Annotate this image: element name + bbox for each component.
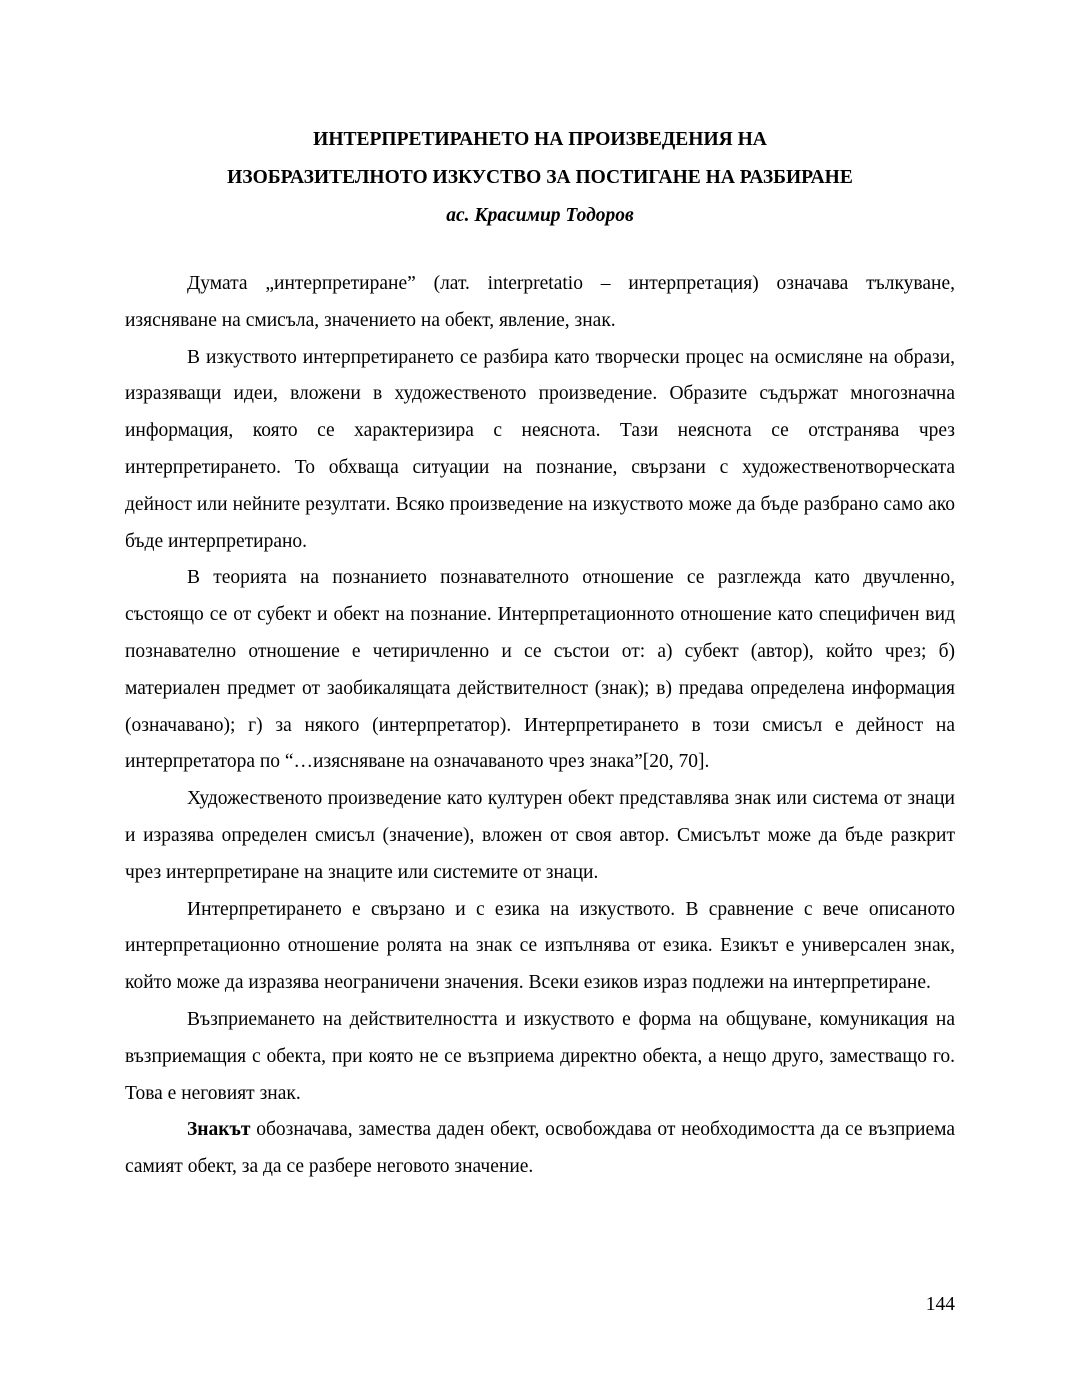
paragraph-4 — [125, 781, 955, 891]
paragraph-text: Думата „интерпретиране” (лат. interpretatio – интерпретация) означава тълкуване, изясняване на смисъла, значението на обект, явление, знак. — [125, 273, 955, 331]
paragraph-text: обозначава, замества даден обект, освобождава от необходимостта да се възприема самият обект, за да се разбере неговото значение. — [125, 1119, 955, 1178]
article-header — [125, 121, 955, 235]
paragraph-6 — [125, 1002, 955, 1112]
article-title-line-1: ИНТЕРПРЕТИРАНЕТО НА ПРОИЗВЕДЕНИЯ НА — [313, 129, 767, 150]
paragraph-text: Интерпретирането е свързано и с езика на изкуството. В сравнение с вече описаното интерпретационно отношение ролята на знак се изпълнява от езика. Езикът е универсален знак, който може да изразява неограничени значения. Всеки езиков израз подлежи на интерпретиране. — [125, 898, 955, 994]
paragraph-7 — [125, 1112, 955, 1186]
paragraph-3 — [125, 560, 955, 781]
paragraph-2 — [125, 340, 955, 561]
paragraph-1 — [125, 266, 955, 340]
paragraph-text: В теорията на познанието познавателното отношение се разглежда като двучленно, състоящо се от субект и обект на познание. Интерпретационното отношение като специфичен вид познавателно отношение е четиричленно и се състои от: а) субект (автор), който чрез; б) материален предмет от заобикалящата действителност (знак); в) предава определена информация (означавано); г) за някого (интерпретатор). Интерпретирането в този смисъл е дейност на интерпретатора по “…изясняване на означаваното чрез знака”[20, 70]. — [125, 567, 955, 773]
author-name: ас. Красимир Тодоров — [446, 205, 634, 226]
paragraph-text: Художественото произведение като културен обект представлява знак или система от знаци и изразява определен смисъл (значение), вложен от своя автор. Смисълът може да бъде разкрит чрез интерпретиране на знаците или системите от знаци. — [125, 788, 955, 883]
paragraph-text: В изкуството интерпретирането се разбира като творчески процес на осмисляне на образи, изразяващи идеи, вложени в художественото произведение. Образите съдържат многозначна информация, която се характеризира с неяснота. Тази неяснота се отстранява чрез интерпретирането. То обхваща ситуации на познание, свързани с художественотворческата дейност или нейните резултати. Всяко произведение на изкуството може да бъде разбрано само ако бъде интерпретирано. — [125, 346, 955, 552]
page-number: 144 — [925, 1294, 955, 1315]
term-highlight: Знакът — [187, 1119, 251, 1141]
paragraph-5 — [125, 892, 955, 1002]
article-title-line-2: ИЗОБРАЗИТЕЛНОТО ИЗКУСТВО ЗА ПОСТИГАНЕ НА РАЗБИРАНЕ — [227, 167, 853, 188]
article-body — [125, 266, 955, 1186]
paragraph-text: Възприемането на действителността и изкуството е форма на общуване, комуникация на възприемащия с обекта, при която не се възприема директно обекта, а нещо друго, заместващо го. Това е неговият знак. — [125, 1008, 955, 1104]
